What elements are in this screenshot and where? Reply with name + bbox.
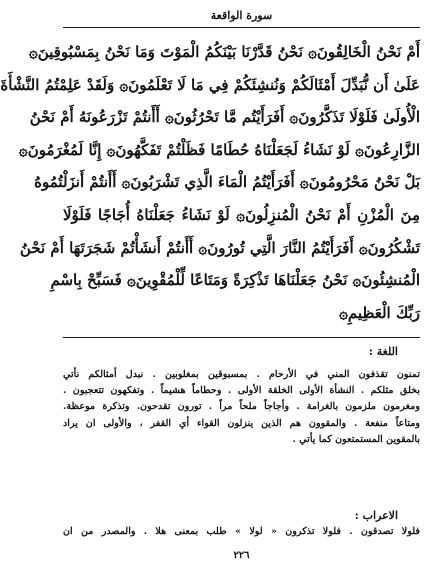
quran-verses bbox=[0, 36, 420, 329]
language-notes bbox=[63, 367, 420, 448]
language-section-title: اللغة : bbox=[368, 345, 398, 358]
verse-line: الْأُولَىٰ فَلَوْلَا تَذَكَّرُونَ۞ أَفَرَأَيْتُم مَّا تَحْرُثُونَ۞ أَأَنتُمْ تَزْرَعُونَهُ أَمْ نَحْنُ bbox=[29, 108, 420, 127]
note-line: بخلق مثلكم . النشأة الأولى الخلقة الأولى . وحطاماً هشيماً . وتفكهون تتعجبون . bbox=[63, 385, 420, 397]
running-header: سورة الواقعة bbox=[210, 9, 273, 22]
irab-section-title: الاعراب : bbox=[354, 509, 398, 522]
note-line: تمنون تقذفون المني في الأرحام . بمسبوقين بمغلوبين . نبدل أمثالكم نأتي bbox=[63, 369, 420, 380]
verse-line: أَمْ نَحْنُ الْخَالِقُونَ۞ نَحْنُ قَدَّرْنَا بَيْنَكُمُ الْمَوْتَ وَمَا نَحْنُ بِمَسْبُوقِينَ۞ bbox=[28, 43, 420, 61]
verse-line: الزَّارِعُونَ۞ لَوْ نَشَاءُ لَجَعَلْنَاهُ حُطَامًا فَظَلْتُمْ تَفَكَّهُونَ۞ إِنَّا لَمُغْرَمُونَ۞ bbox=[18, 140, 420, 159]
section-divider bbox=[63, 337, 420, 338]
note-line: ومتاعاً منفعة . والمقوون هم الذين ينزلون القواء أي القفر ، والأولى ان يراد bbox=[63, 417, 420, 429]
irab-text: فلولا تصدقون . فلولا تذكرون « لولا » طلب بمعنى هلا . والمصدر من ان bbox=[63, 526, 420, 537]
verse-line: مِنَ الْمُزْنِ أَمْ نَحْنُ الْمُنزِلُونَ۞ لَوْ نَشَاءُ جَعَلْنَاهُ أُجَاجًا فَلَوْلَا bbox=[63, 205, 420, 224]
verse-line: رَبِّكَ الْعَظِيمِ۞ bbox=[339, 303, 420, 322]
verse-line: عَلَىٰ أَن نُّبَدِّلَ أَمْثَالَكُمْ وَنُنشِئَكُمْ فِي مَا لَا تَعْلَمُونَ۞ وَلَقَدْ عَلِمْتُمُ النَّشْأَةَ bbox=[0, 75, 420, 94]
verse-line: تَشْكُرُونَ۞ أَفَرَأَيْتُمُ النَّارَ الَّتِي تُورُونَ۞ أَأَنتُمْ أَنشَأْتُمْ شَجَرَتَهَا أَمْ نَحْنُ bbox=[19, 238, 420, 257]
note-line: بالمقوين المستمتعون كما يأتي . bbox=[292, 433, 420, 445]
header-divider bbox=[63, 27, 420, 28]
verse-line: الْمُنشِئُونَ۞ نَحْنُ جَعَلْنَاهَا تَذْكِرَةً وَمَتَاعًا لِّلْمُقْوِينَ۞ فَسَبِّحْ بِاسْمِ bbox=[50, 271, 420, 290]
note-line: ومغرمون ملزمون بالغرامة . وأجاجاً ملحاً مراً . تورون تقدحون. وتذكرة موعظة. bbox=[63, 401, 420, 413]
verse-line: بَلْ نَحْنُ مَحْرُومُونَ۞ أَفَرَأَيْتُمُ الْمَاءَ الَّذِي تَشْرَبُونَ۞ أَأَنتُمْ أَنزَلْتُمُوهُ bbox=[34, 173, 420, 192]
page-number: ٢٢٦ bbox=[233, 550, 250, 561]
